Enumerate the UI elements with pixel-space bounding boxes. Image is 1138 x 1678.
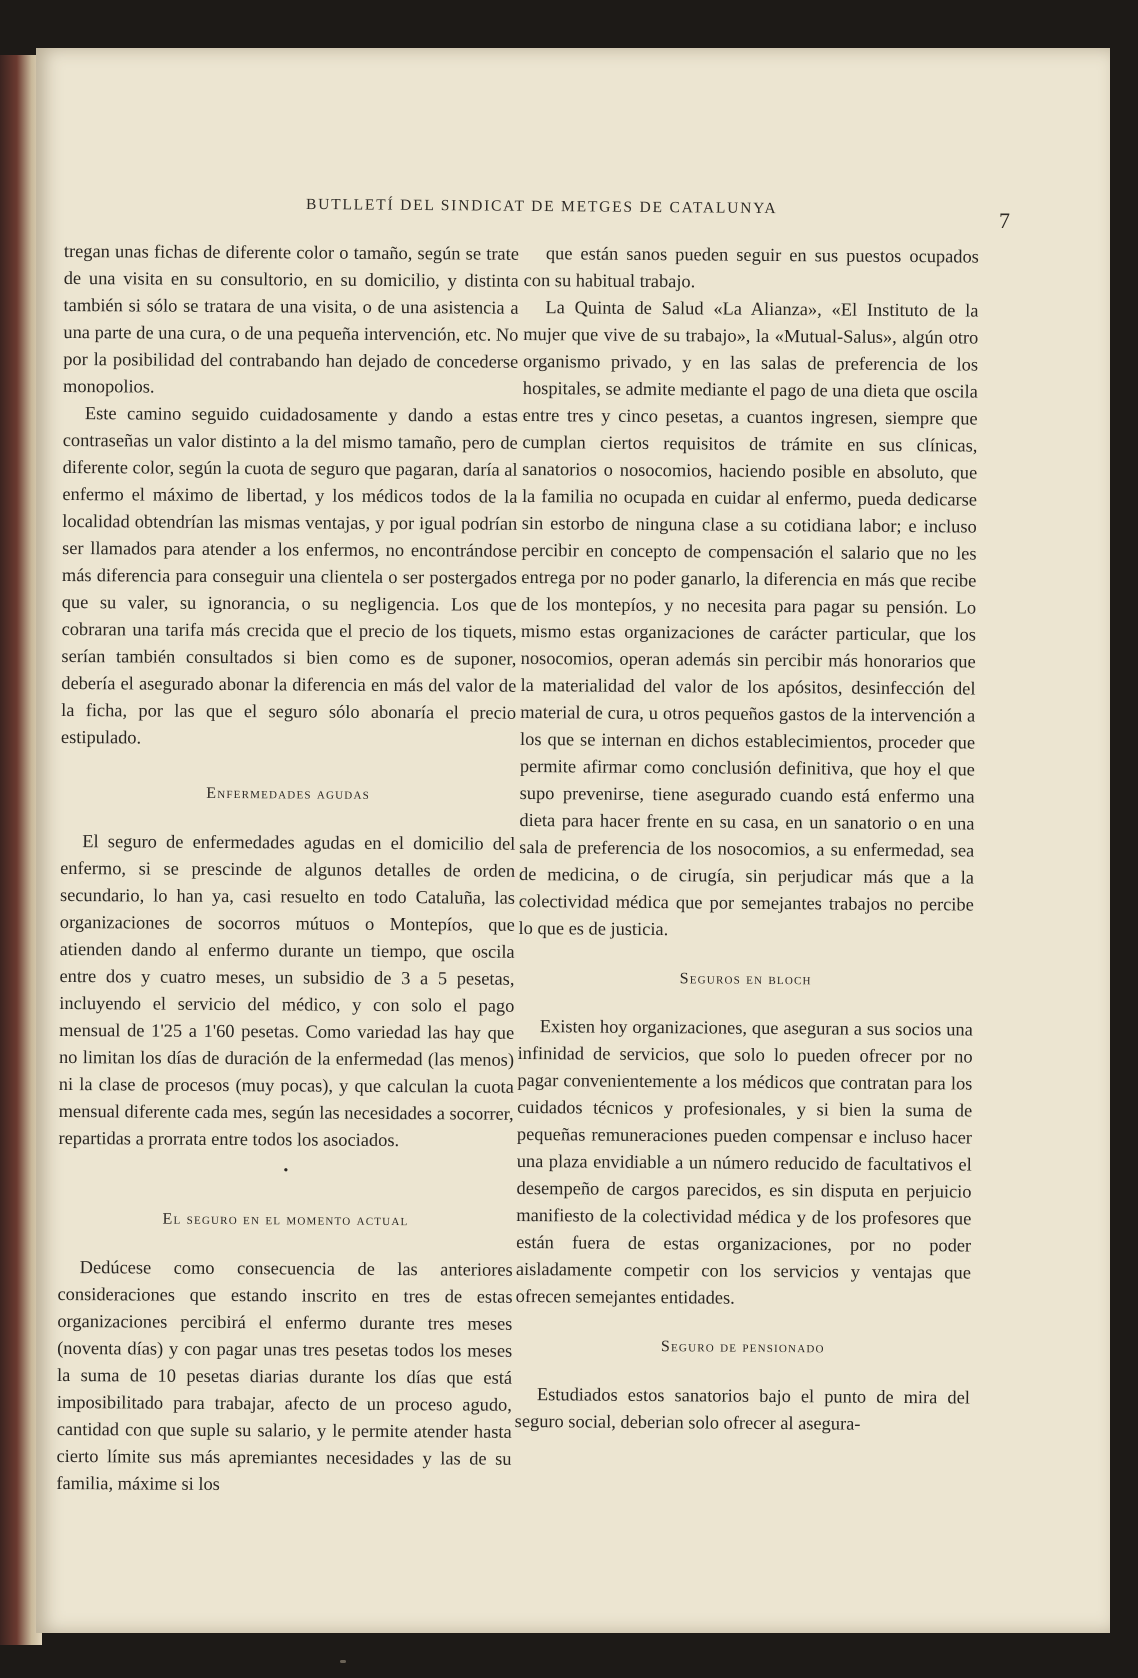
paragraph: La Quinta de Salud «La Alianza», «El Instituto de la mujer que vive de su trabajo», la «Mutual-Salus», algún otro organismo privado, y en las salas de preferencia de los hospitales, se admite mediante el pago de una dieta que oscila entre tres y cinco pesetas, a cuantos ingresen, siempre que cumplan ciertos requisitos de trámite en sus clínicas, sanatorios o nosocomios, haciendo posible en absoluto, que la familia no ocupada en cuidar al enfermo, pueda dedicarse sin estorbo de ninguna clase a su cotidiana labor; e incluso percibir en concepto de compensación el salario que no les entrega por no poder ganarlo, la diferencia en más que recibe de los montepíos, y no necesita para pagar su pensión. Lo mismo estas organizaciones de carácter particular, que los nosocomios, operan además sin percibir más honorarios que la materialidad del valor de los apósitos, desinfección del material de cura, u otros pequeños gastos de la intervención a los que se internan en dichos establecimientos, proceder que permite afirmar como conclusión definitiva, que hoy el que supo prevenirse, tiene asegurado cuando está enfermo una dieta para hacer frente en su casa, en un sanatorio o en una sala de preferencia de los nosocomios, a su enfermedad, sea de medicina, o de cirugía, sin perjudicar más que a la colectividad médica que por semejantes trabajos no percibe lo que es de justicia. [518, 297, 979, 940]
section-heading: Seguros en bloch [679, 970, 812, 989]
bullet-mark: • [283, 1163, 289, 1179]
running-head: BUTLLETÍ DEL SINDICAT DE METGES DE CATALUNYA [305, 195, 778, 218]
section-heading: Seguro de pensionado [660, 1338, 825, 1357]
section-heading: El seguro en el momento actual [162, 1210, 409, 1230]
paragraph: El seguro de enfermedades agudas en el domicilio del enfermo, si se prescinde de algunos detalles de orden secundario, lo han ya, casi resuelto en todo Cataluña, las organizaciones de socorros mútuos o Montepíos, que atienden dando al enfermo durante un tiempo, que oscila entre dos y cuatro meses, un subsidio de 3 a 5 pesetas, incluyendo el servicio del médico, y con solo el pago mensual de 1'25 a 1'60 pesetas. Como variedad las hay que no limitan los días de duración de la enfermedad (las menos) ni la clase de procesos (muy pocas), y que calculan la cuota mensual diferente cada mes, según las necesidades a socorrer, repartidas a prorrata entre todos los asociados. [58, 831, 516, 1151]
paragraph: Existen hoy organizaciones, que aseguran a sus socios una infinidad de servicios, que solo lo pueden ofrecer por no pagar convenientemente a los médicos que contratan para los cuidados técnicos y profesionales, y si bien la suma de pequeñas remuneraciones pueden compensar e incluso hacer una plaza envidiable a un número reducido de facultativos el desempeño de cargos parecidos, es sin disputa en perjuicio manifiesto de la colectividad médica y de los profesores que están fuera de estas organizaciones, por no poder aisladamente competir con los servicios y ventajas que ofrecen semejantes entidades. [515, 1016, 973, 1308]
paragraph: Este camino seguido cuidadosamente y dando a estas contraseñas un valor distinto a la del mismo tamaño, pero de diferente color, según la cuota de seguro que pagaran, daría al enfermo el máximo de libertad, y los médicos todos de la localidad obtendrían las mismas ventajas, y por igual podrían ser llamados para atender a los enfermos, no encontrándose más diferencia para conseguir una clientela o ser postergados que su valer, su ignorancia, o su negligencia. Los que cobraran una tarifa más crecida que el precio de los tiquets, serían también consultados si bien como es de suponer, debería el asegurado abonar la diferencia en más del valor de la ficha, por las que el seguro sólo abonaría el precio estipulado. [60, 403, 518, 748]
section-heading: Enfermedades agudas [206, 784, 371, 803]
page-number: 7 [999, 208, 1010, 233]
paragraph: que están sanos pueden seguir en sus puestos ocupados con su habitual trabajo. [523, 243, 979, 292]
paragraph: Dedúcese como consecuencia de las anteriores consideraciones que estando inscrito en tres de estas organizaciones percibirá el enfermo durante tres meses (noventa días) y con pagar unas tres pesetas todos los meses la suma de 10 pesetas diarias durante los días que está imposibilitado para trabajar, afecto de un proceso agudo, cantidad con que suple su salario, y le permite atender hasta cierto límite sus más apremiantes necesidades y las de su familia, máxime si los [56, 1257, 513, 1494]
document-page [36, 48, 1110, 1633]
scan-artifact [340, 1660, 346, 1663]
right-column [515, 240, 979, 1439]
paragraph: Estudiados estos sanatorios bajo el punto de mira del seguro social, deberian solo ofrecer al asegura- [514, 1384, 971, 1434]
paragraph: tregan unas fichas de diferente color o tamaño, según se trate de una visita en su consultorio, en su domicilio, y distinta también si sólo se tratara de una visita, o de una asistencia a una parte de una cura, o de una pequeña intervención, etc. No por la posibilidad del contrabando han dejado de concederse monopolios. [63, 240, 519, 397]
left-column [56, 238, 519, 1500]
